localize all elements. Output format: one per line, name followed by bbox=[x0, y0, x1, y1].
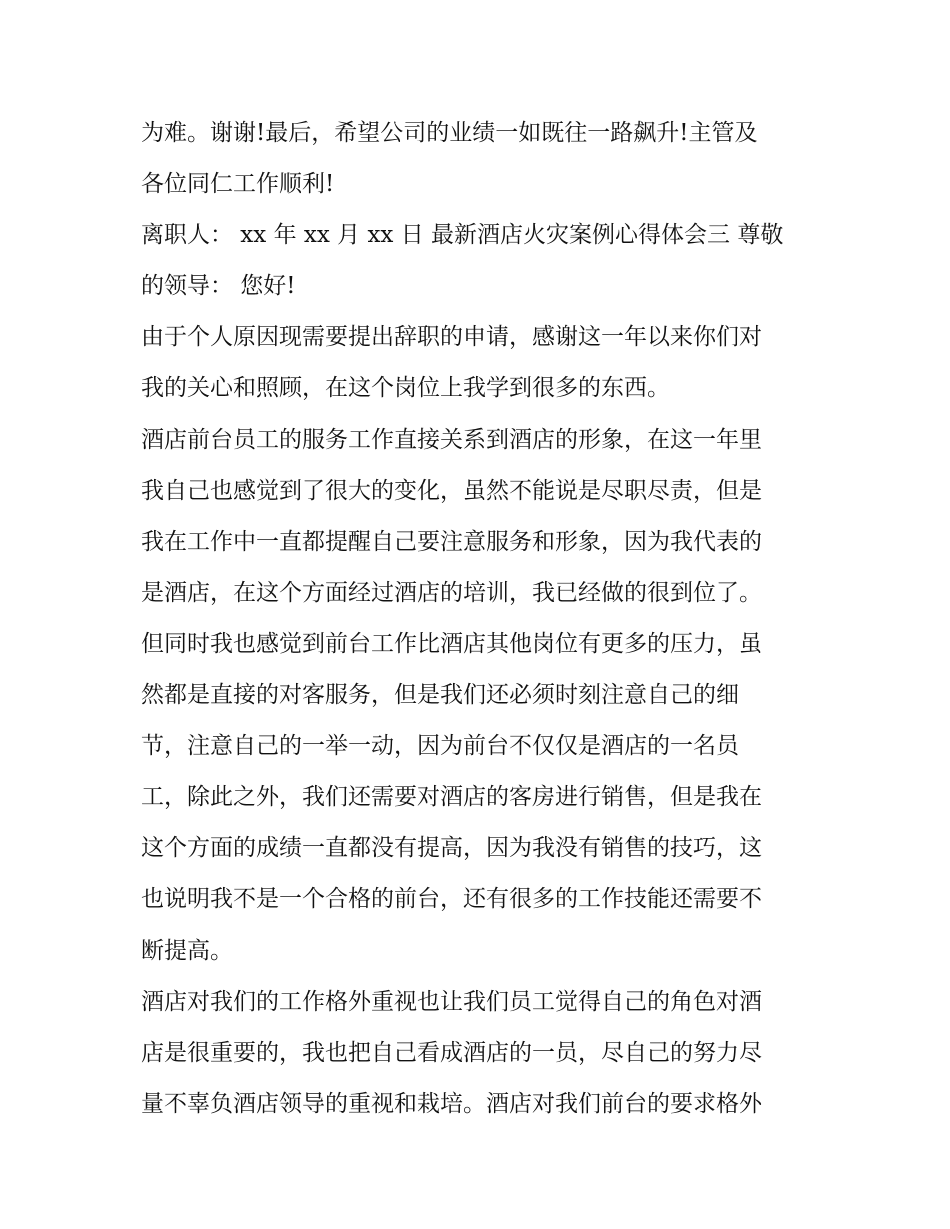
text-line: 节，注意自己的一举一动，因为前台不仅仅是酒店的一名员 bbox=[141, 733, 739, 760]
text-line: 断提高。 bbox=[141, 937, 233, 964]
text-line: 酒店前台员工的服务工作直接关系到酒店的形象，在这一年里 bbox=[141, 426, 762, 453]
text-line: 由于个人原因现需要提出辞职的申请，感谢这一年以来你们对 bbox=[141, 324, 762, 351]
document-body bbox=[141, 108, 821, 1130]
text-line: 我的关心和照顾，在这个岗位上我学到很多的东西。 bbox=[141, 375, 670, 402]
text-line: 工，除此之外，我们还需要对酒店的客房进行销售，但是我在 bbox=[141, 784, 762, 811]
text-line: 酒店对我们的工作格外重视也让我们员工觉得自己的角色对酒 bbox=[141, 988, 762, 1015]
text-line: 然都是直接的对客服务，但是我们还必须时刻注意自己的细 bbox=[141, 682, 739, 709]
text-line: 离职人： xx 年 xx 月 xx 日 最新酒店火灾案例心得体会三 尊敬 bbox=[141, 222, 784, 249]
text-line: 量不辜负酒店领导的重视和栽培。酒店对我们前台的要求格外 bbox=[141, 1090, 762, 1117]
text-line: 我自己也感觉到了很大的变化，虽然不能说是尽职尽责，但是 bbox=[141, 477, 762, 504]
text-line: 各位同仁工作顺利! bbox=[141, 171, 335, 198]
text-line: 这个方面的成绩一直都没有提高，因为我没有销售的技巧，这 bbox=[141, 835, 762, 862]
text-line: 也说明我不是一个合格的前台，还有很多的工作技能还需要不 bbox=[141, 886, 762, 913]
text-line: 的领导： 您好! bbox=[141, 273, 296, 300]
text-line: 我在工作中一直都提醒自己要注意服务和形象，因为我代表的 bbox=[141, 528, 762, 555]
text-line: 为难。谢谢!最后，希望公司的业绩一如既往一路飙升!主管及 bbox=[141, 120, 758, 146]
text-line: 店是很重要的，我也把自己看成酒店的一员，尽自己的努力尽 bbox=[141, 1039, 762, 1066]
text-line: 但同时我也感觉到前台工作比酒店其他岗位有更多的压力，虽 bbox=[141, 630, 762, 657]
text-line: 是酒店，在这个方面经过酒店的培训，我已经做的很到位了。 bbox=[141, 579, 762, 606]
